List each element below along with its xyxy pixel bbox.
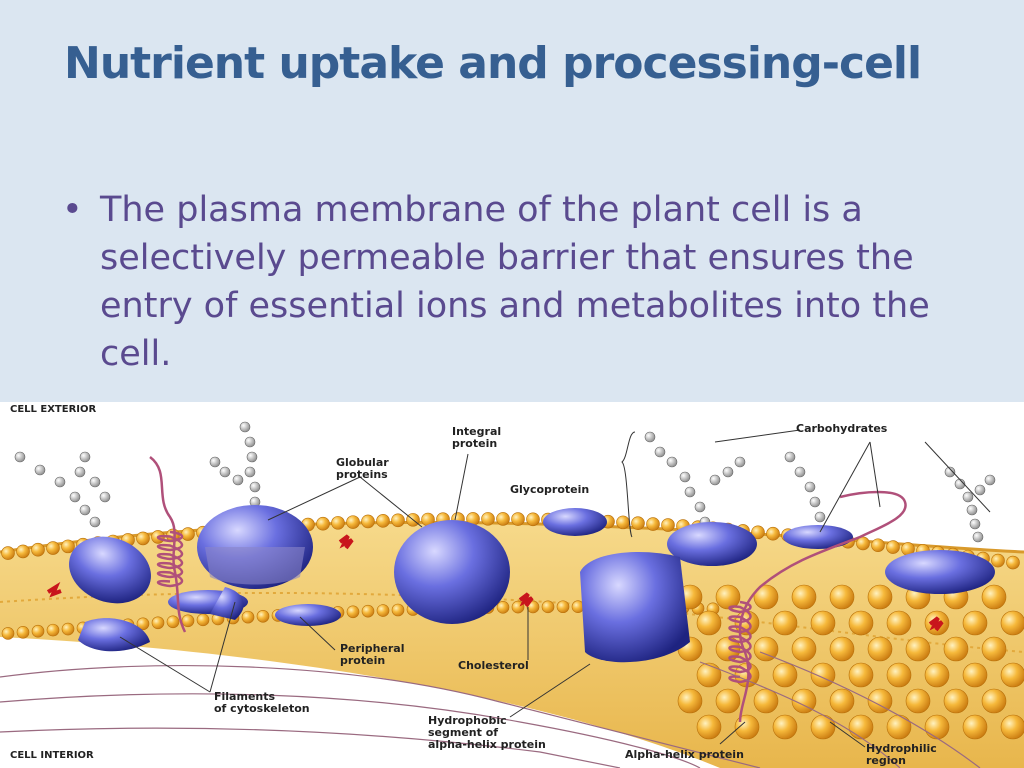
sugar-unit (100, 492, 110, 502)
lipid-head (47, 542, 60, 555)
lipid-head (849, 663, 873, 687)
lipid-head (982, 637, 1006, 661)
sugar-unit (970, 519, 980, 529)
lipid-head (716, 689, 740, 713)
label-integral-protein-line1: Integral (452, 425, 502, 438)
sugar-unit (967, 505, 977, 515)
sugar-unit (695, 502, 705, 512)
sugar-unit (247, 452, 257, 462)
lipid-head (811, 663, 835, 687)
lipid-head (392, 514, 405, 527)
lipid-head (1007, 556, 1020, 569)
label-integral-protein-line2: protein (452, 437, 498, 450)
lipid-head (773, 715, 797, 739)
label-cell-interior: CELL INTERIOR (10, 750, 94, 761)
sugar-unit (75, 467, 85, 477)
lipid-head (557, 601, 569, 613)
lipid-head (527, 513, 540, 526)
sugar-unit (233, 475, 243, 485)
lipid-head (182, 528, 195, 541)
label-alpha-helix-protein: Alpha-helix protein (625, 748, 744, 761)
lipid-head (754, 689, 778, 713)
lipid-head (678, 689, 702, 713)
lipid-head (62, 623, 74, 635)
lipid-head (17, 545, 30, 558)
sugar-unit (723, 467, 733, 477)
lipid-head (906, 689, 930, 713)
lipid-head (887, 541, 900, 554)
sugar-unit (245, 437, 255, 447)
lipid-head (925, 663, 949, 687)
sugar-unit (245, 467, 255, 477)
sugar-unit (985, 475, 995, 485)
plasma-membrane-diagram (0, 402, 1024, 768)
label-filaments-line1: Filaments (214, 690, 276, 703)
lipid-head (792, 637, 816, 661)
lipid-head (32, 543, 45, 556)
label-filaments-line2: of cytoskeleton (214, 702, 310, 715)
lipid-head (647, 518, 660, 531)
slide-title: Nutrient uptake and processing-cell (64, 38, 922, 89)
sugar-unit (655, 447, 665, 457)
lipid-head (1001, 611, 1024, 635)
lipid-head (62, 540, 75, 553)
lipid-head (792, 585, 816, 609)
lipid-head (377, 514, 390, 527)
sugar-unit (210, 457, 220, 467)
lipid-head (482, 512, 495, 525)
label-peripheral-protein-line1: Peripheral (340, 642, 405, 655)
lipid-head (830, 585, 854, 609)
lipid-head (182, 615, 194, 627)
lipid-head (632, 517, 645, 530)
lipid-head (497, 512, 510, 525)
lipid-head (849, 715, 873, 739)
label-glycoprotein: Glycoprotein (510, 483, 590, 496)
lipid-head (242, 611, 254, 623)
lipid-head (963, 611, 987, 635)
lipid-head (982, 689, 1006, 713)
sugar-unit (973, 532, 983, 542)
sugar-unit (963, 492, 973, 502)
label-cell-exterior: CELL EXTERIOR (10, 404, 97, 415)
lipid-head (887, 611, 911, 635)
lipid-head (47, 624, 59, 636)
lipid-head (811, 715, 835, 739)
lipid-head (662, 519, 675, 532)
label-hydrophobic-line1: Hydrophobic (428, 714, 507, 727)
lipid-head (497, 601, 509, 613)
lipid-head (617, 516, 630, 529)
sugar-unit (80, 452, 90, 462)
sugar-unit (80, 505, 90, 515)
lipid-head (317, 517, 330, 530)
label-globular-proteins-line1: Globular (336, 456, 389, 469)
bullet-item (60, 186, 980, 378)
sugar-unit (70, 492, 80, 502)
sugar-unit (810, 497, 820, 507)
lipid-head (830, 637, 854, 661)
lipid-head (257, 610, 269, 622)
sugar-unit (15, 452, 25, 462)
lipid-head (887, 663, 911, 687)
sugar-unit (735, 457, 745, 467)
sugar-unit (240, 422, 250, 432)
sugar-unit (250, 482, 260, 492)
lipid-bilayer (0, 512, 1024, 768)
sugar-unit (645, 432, 655, 442)
sugar-unit (795, 467, 805, 477)
lipid-head (2, 547, 15, 560)
lipid-head (362, 605, 374, 617)
lipid-head (944, 689, 968, 713)
lipid-head (963, 663, 987, 687)
lipid-head (332, 516, 345, 529)
lipid-head (767, 527, 780, 540)
lipid-head (830, 689, 854, 713)
lipid-head (872, 539, 885, 552)
lipid-head (512, 513, 525, 526)
lipid-head (697, 611, 721, 635)
sugar-unit (785, 452, 795, 462)
lipid-head (697, 715, 721, 739)
lipid-head (773, 611, 797, 635)
lipid-head (1001, 715, 1024, 739)
lipid-head (868, 637, 892, 661)
sugar-unit (805, 482, 815, 492)
lipid-head (868, 585, 892, 609)
lipid-head (152, 617, 164, 629)
lipid-head (542, 601, 554, 613)
lipid-head (811, 611, 835, 635)
lipid-head (697, 663, 721, 687)
lipid-head (362, 515, 375, 528)
lipid-head (992, 554, 1005, 567)
lipid-head (197, 614, 209, 626)
sugar-unit (815, 512, 825, 522)
bullet-icon: • (62, 190, 83, 230)
label-peripheral-protein-line2: protein (340, 654, 386, 667)
sugar-unit (710, 475, 720, 485)
lipid-head (982, 585, 1006, 609)
sugar-unit (55, 477, 65, 487)
lipid-head (2, 627, 14, 639)
sugar-unit (220, 467, 230, 477)
sugar-unit (685, 487, 695, 497)
lipid-head (167, 616, 179, 628)
label-hydrophobic-line3: alpha-helix protein (428, 738, 546, 751)
lipid-head (849, 611, 873, 635)
sugar-unit (667, 457, 677, 467)
lipid-head (32, 625, 44, 637)
lipid-head (17, 626, 29, 638)
sugar-unit (90, 477, 100, 487)
lipid-head (906, 637, 930, 661)
bullet-text: The plasma membrane of the plant cell is a selectively permeable barrier that ensures the entry of essential ions and metabolites into the cell. (100, 190, 930, 374)
lipid-head (1001, 663, 1024, 687)
label-carbohydrates: Carbohydrates (796, 422, 888, 435)
label-hydrophilic-line1: Hydrophilic (866, 742, 937, 755)
label-cholesterol: Cholesterol (458, 659, 529, 672)
lipid-head (392, 604, 404, 616)
sugar-unit (680, 472, 690, 482)
lipid-head (137, 532, 150, 545)
lipid-head (925, 715, 949, 739)
sugar-unit (35, 465, 45, 475)
lipid-head (377, 605, 389, 617)
label-hydrophobic-line2: segment of (428, 726, 499, 739)
lipid-head (347, 606, 359, 618)
label-globular-proteins-line2: proteins (336, 468, 388, 481)
lipid-head (963, 715, 987, 739)
sugar-unit (90, 517, 100, 527)
sugar-unit (975, 485, 985, 495)
lipid-head (944, 637, 968, 661)
bullet-list (60, 186, 980, 378)
lipid-head (887, 715, 911, 739)
lipid-head (773, 663, 797, 687)
lipid-head (347, 516, 360, 529)
label-hydrophilic-line2: region (866, 754, 906, 767)
